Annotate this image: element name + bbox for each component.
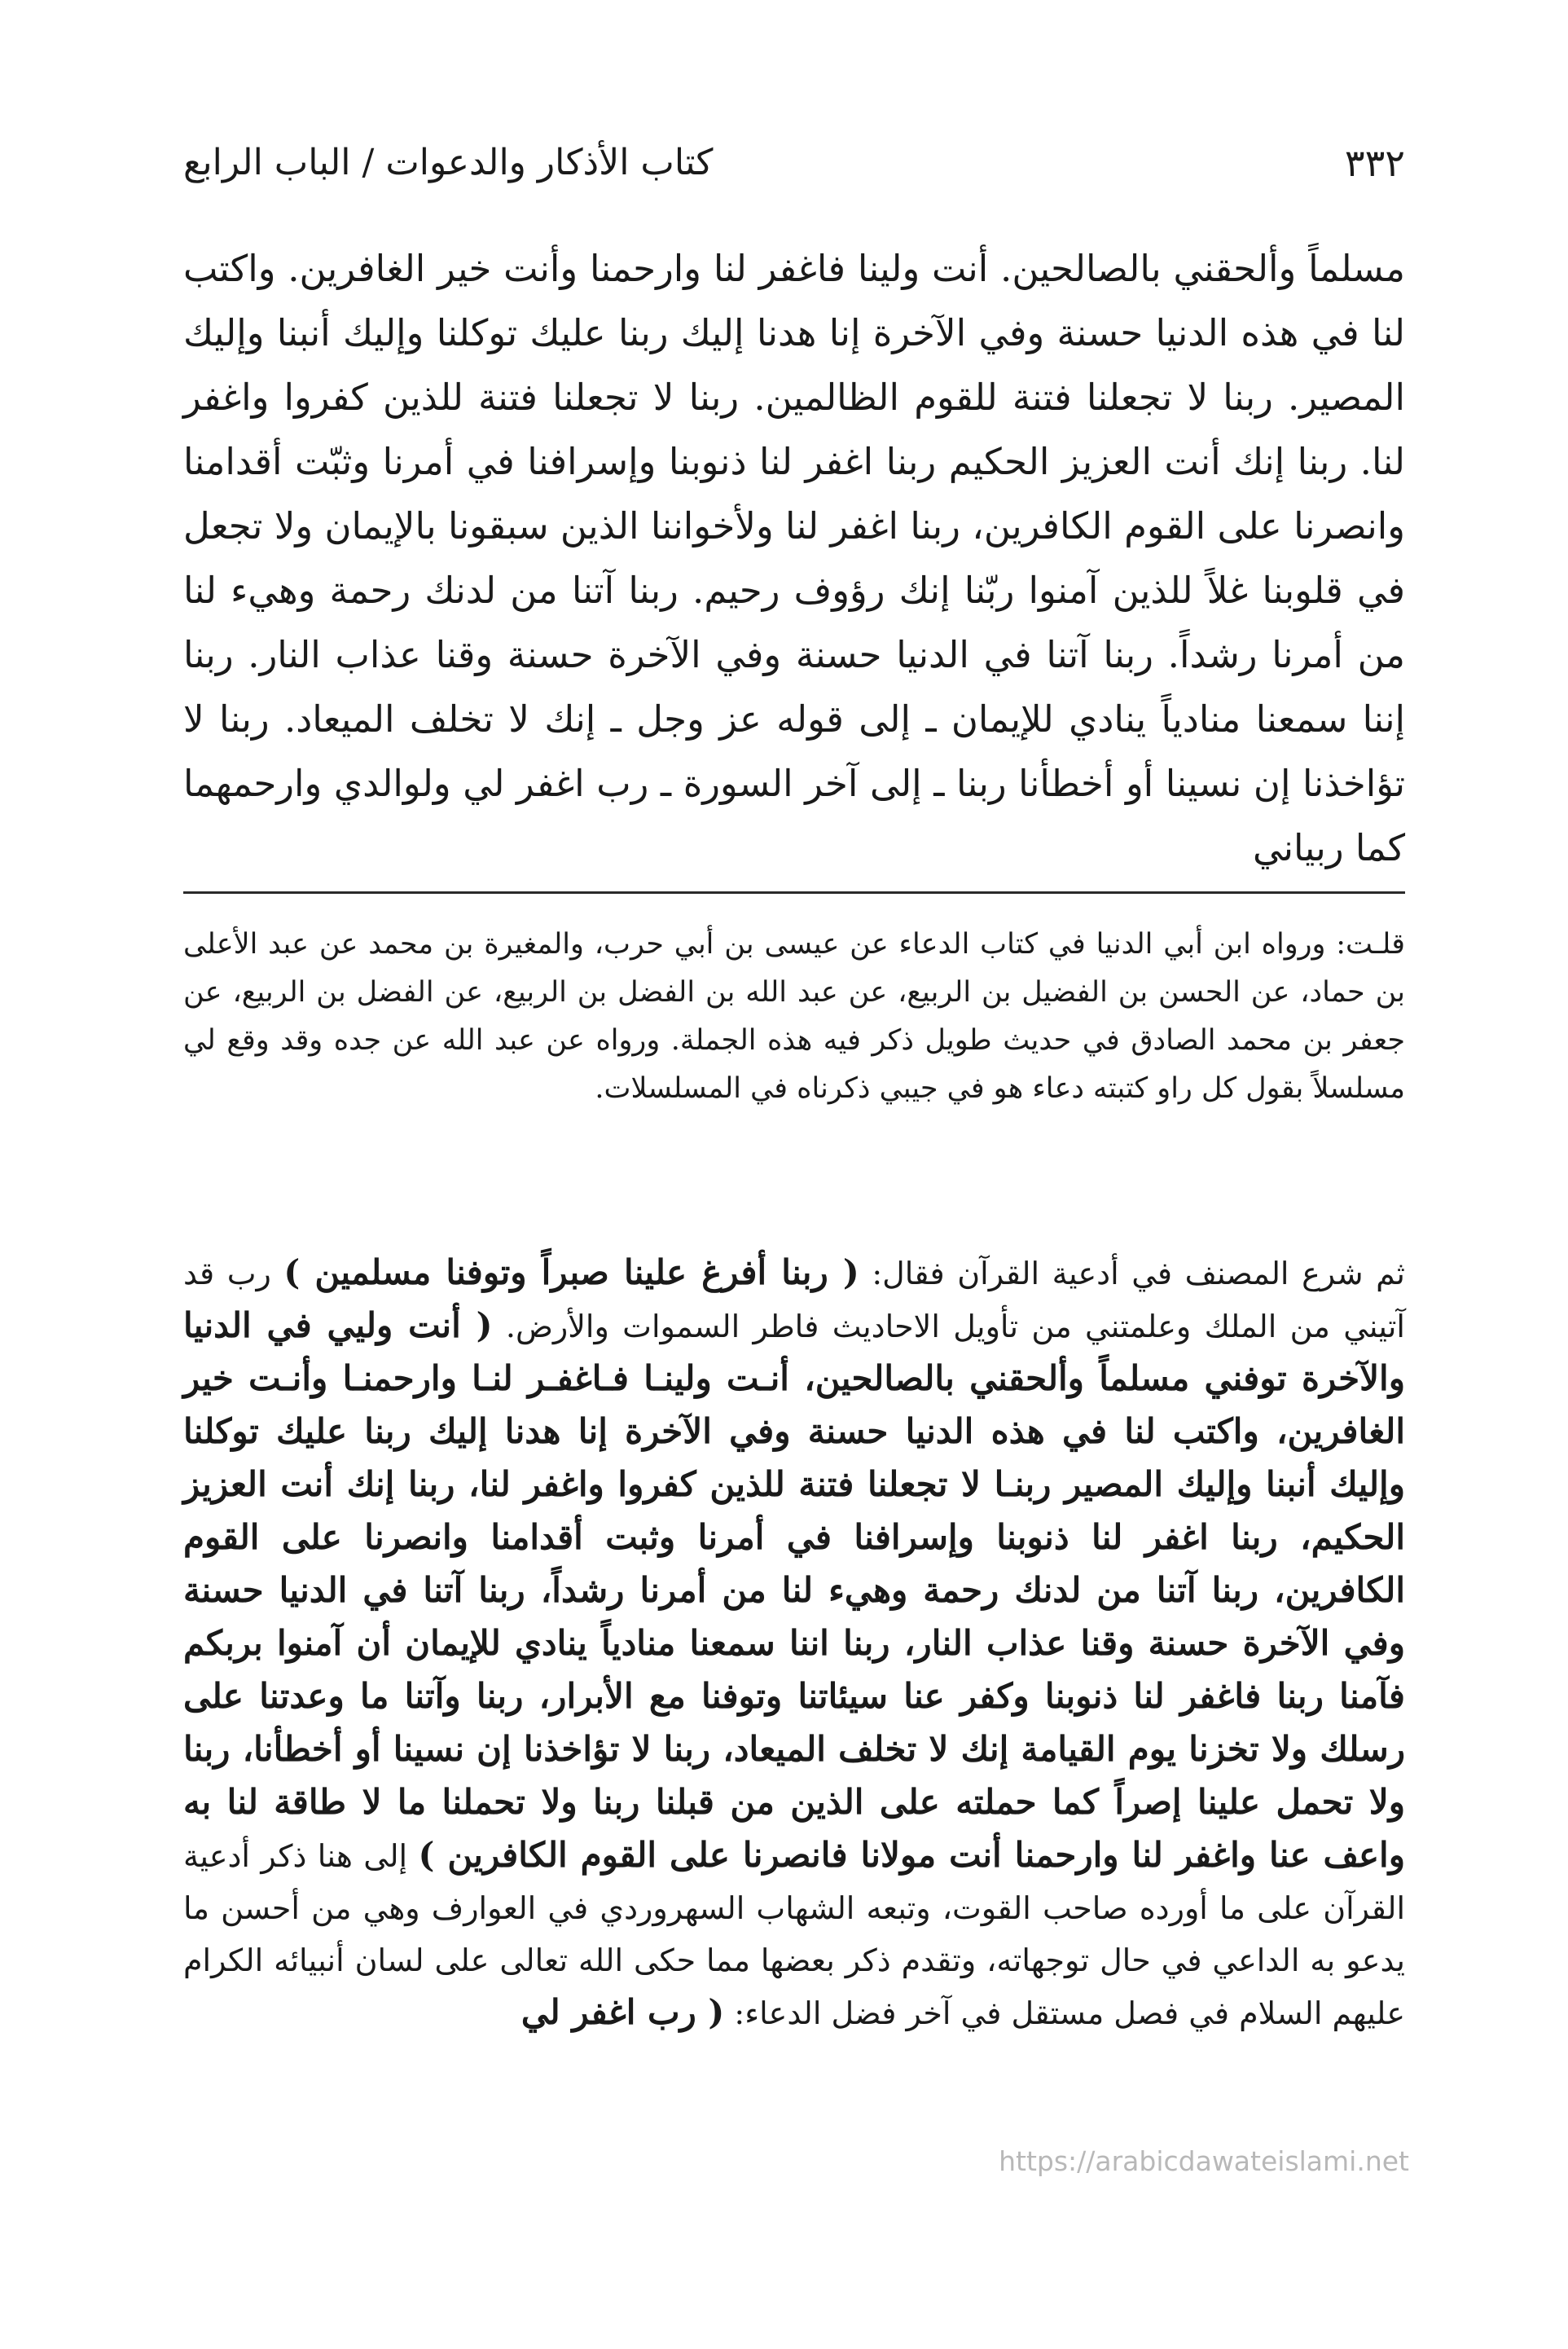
quran-quote-3: ( رب اغفر لي [520, 1992, 725, 2032]
commentary [183, 1247, 1405, 2039]
footnote: قلـت: ورواه ابن أبي الدنيا في كتاب الدعاء عن عيسى بن أبي حرب، والمغيرة بن محمد عن عبد الأعلى بن حماد، عن الحسن بن الفضيل بن الربيع، عن عبد الله بن الفضل بن الربيع، عن الفضل بن الربيع، عن جعفر بن محمد الصادق في حديث طويل ذكر فيه هذه الجملة. ورواه عن عبد الله عن جده وقد وقع لي مسلسلاً بقول كل راو كتبته دعاء هو في جيبي ذكرناه في المسلسلات. [183, 928, 1405, 1105]
page-header [183, 134, 1405, 191]
commentary-intro: ثم شرع المصنف في أدعية القرآن فقال: [859, 1256, 1405, 1291]
commentary-after: إلى هنا ذكر أدعية القرآن على ما أورده صاحب القوت، وتبعه الشهاب السهروردي في العوارف وهي من أحسن ما يدعو به الداعي في حال توجهاته، وتقدم ذكر بعضها مما حكى الله تعالى على لسان أنبيائه الكرام عليهم السلام في فصل مستقل في آخر فضل الدعاء: [183, 1838, 1405, 2031]
page-number: ٣٣٢ [1344, 141, 1405, 185]
commentary-middle: رب قد آتيني من الملك وعلمتني من تأويل الاحاديث فاطر السموات والأرض. [183, 1256, 1405, 1344]
quran-quote-2: ( أنت وليي في الدنيا والآخرة توفني مسلماً وألحقني بالصالحين، أنـت ولينـا فـاغفـر لنـا وارحمنـا وأنـت خير الغافرين، واكتب لنا في هذه الدنيا حسنة وفي الآخرة إنا هدنا إليك ربنا عليك توكلنا وإليك أنبنا وإليك المصير ربنـا لا تجعلنا فتنة للذين كفروا واغفر لنا، ربنا إنك أنت العزيز الحكيم، ربنا اغفر لنا ذنوبنا وإسرافنا في أمرنا وثبت أقدامنا وانصرنا على القوم الكافرين، ربنا آتنا من لدنك رحمة وهيء لنا من أمرنا رشداً، ربنا آتنا في الدنيا حسنة وفي الآخرة حسنة وقنا عذاب النار، ربنا اننا سمعنا منادياً ينادي للإيمان أن آمنوا بربكم فآمنا ربنا فاغفر لنا ذنوبنا وكفر عنا سيئاتنا وتوفنا مع الأبرار، ربنا وآتنا ما وعدتنا على رسلك ولا تخزنا يوم القيامة إنك لا تخلف الميعاد، ربنا لا تؤاخذنا إن نسينا أو أخطأنا، ربنا ولا تحمل علينا إصراً كما حملته على الذين من قبلنا ربنا ولا تحملنا ما لا طاقة لنا به واعف عنا واغفر لنا وارحمنا أنت مولانا فانصرنا على القوم الكافرين ) [183, 1305, 1406, 1875]
watermark-url: https://arabicdawateislami.net [999, 2145, 1409, 2177]
main-text: مسلماً وألحقني بالصالحين. أنت ولينا فاغفر لنا وارحمنا وأنت خير الغافرين. واكتب لنا في هذه الدنيا حسنة وفي الآخرة إنا هدنا إليك ربنا عليك توكلنا وإليك أنبنا وإليك المصير. ربنا لا تجعلنا فتنة للقوم الظالمين. ربنا لا تجعلنا فتنة للذين كفروا واغفر لنا. ربنا إنك أنت العزيز الحكيم ربنا اغفر لنا ذنوبنا وإسرافنا في أمرنا وثبّت أقدامنا وانصرنا على القوم الكافرين، ربنا اغفر لنا ولأخواننا الذين سبقونا بالإيمان ولا تجعل في قلوبنا غلاً للذين آمنوا ربّنا إنك رؤوف رحيم. ربنا آتنا من لدنك رحمة وهيء لنا من أمرنا رشداً. ربنا آتنا في الدنيا حسنة وفي الآخرة حسنة وقنا عذاب النار. ربنا إننا سمعنا منادياً ينادي للإيمان ـ إلى قوله عز وجل ـ إنك لا تخلف الميعاد. ربنا لا تؤاخذنا إن نسينا أو أخطأنا ربنا ـ إلى آخر السورة ـ رب اغفر لي ولوالدي وارحمهما كما ربياني [183, 247, 1405, 869]
quran-quote-1: ( ربنا أفرغ علينا صبراً وتوفنا مسلمين ) [283, 1252, 859, 1292]
footnote-divider [183, 891, 1405, 894]
running-title: كتاب الأذكار والدعوات / الباب الرابع [183, 142, 714, 183]
